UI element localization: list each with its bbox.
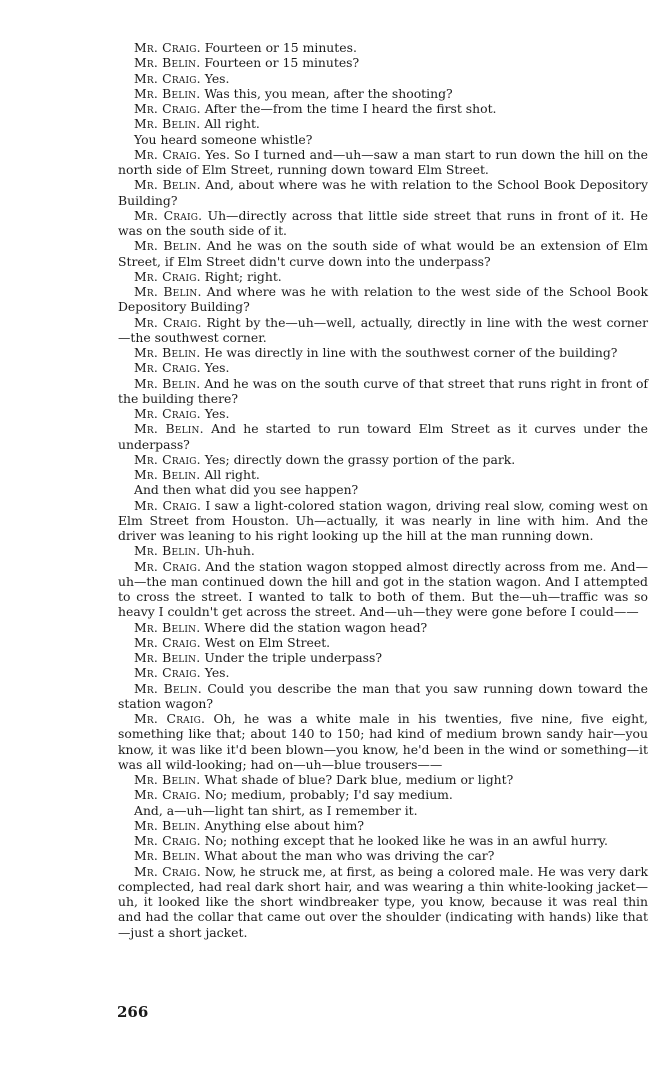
transcript-paragraph xyxy=(118,833,648,848)
paragraph-text: Yes. So I turned and—uh—saw a man start to run down the hill on the north side of Elm Street, running down toward Elm Street. xyxy=(118,146,648,177)
speaker-label: Mr. Belin. xyxy=(134,543,201,559)
transcript-paragraph xyxy=(118,452,648,467)
transcript-paragraph xyxy=(118,482,648,497)
speaker-label: Mr. Craig. xyxy=(134,360,201,376)
transcript-paragraph xyxy=(118,269,648,284)
paragraph-text: I saw a light-colored station wagon, driving real slow, coming west on Elm Street from Houston. Uh—actually, it was nearly in line with him. And the driver was leaning to his right looking up the hill at the man running down. xyxy=(118,497,648,543)
speaker-label: Mr. Belin. xyxy=(134,284,202,299)
transcript-paragraph xyxy=(118,406,648,421)
paragraph-text: Yes. xyxy=(204,360,230,376)
transcript-paragraph xyxy=(118,147,648,178)
paragraph-text: What shade of blue? Dark blue, medium or light? xyxy=(204,772,514,787)
speaker-label: Mr. Craig. xyxy=(134,497,202,513)
paragraph-text: Fourteen or 15 minutes? xyxy=(204,55,360,71)
paragraph-text: Yes. xyxy=(204,665,230,681)
paragraph-text: And he started to run toward Elm Street as it curves under the underpass? xyxy=(118,421,648,452)
paragraph-text: No; medium, probably; I'd say medium. xyxy=(204,787,453,803)
transcript-paragraph xyxy=(118,360,648,375)
transcript-paragraph xyxy=(118,559,648,620)
transcript-paragraph xyxy=(118,208,648,239)
paragraph-text: And, about where was he with relation to the School Book Depository Building? xyxy=(118,177,648,208)
paragraph-text: West on Elm Street. xyxy=(204,634,331,650)
paragraph-text: No; nothing except that he looked like he was in an awful hurry. xyxy=(204,833,608,848)
paragraph-text: And he was on the south side of what would be an extension of Elm Street, if Elm Street didn't curve down into the underpass? xyxy=(118,238,648,269)
transcript-paragraph xyxy=(118,177,648,208)
speaker-label: Mr. Craig. xyxy=(134,146,202,162)
paragraph-text: Right; right. xyxy=(204,268,282,284)
transcript-paragraph xyxy=(118,315,648,346)
speaker-label: Mr. Belin. xyxy=(134,177,201,193)
speaker-label: Mr. Belin. xyxy=(134,345,201,360)
speaker-label: Mr. Craig. xyxy=(134,40,201,55)
transcript-paragraph xyxy=(118,787,648,802)
paragraph-text: What about the man who was driving the car? xyxy=(204,848,495,864)
paragraph-text: Right by the—uh—well, actually, directly in line with the west corner—the southwest corner. xyxy=(118,314,648,345)
paragraph-text: Anything else about him? xyxy=(204,817,364,833)
speaker-label: Mr. Belin. xyxy=(134,772,201,787)
speaker-label: Mr. Belin. xyxy=(134,848,201,864)
speaker-label: Mr. Belin. xyxy=(134,375,201,391)
paragraph-text: All right. xyxy=(204,467,260,482)
transcript-paragraph xyxy=(118,665,648,680)
transcript-paragraph xyxy=(118,864,648,940)
transcript-paragraph xyxy=(118,848,648,863)
paragraph-text: All right. xyxy=(204,116,260,132)
transcript-paragraph xyxy=(118,376,648,407)
paragraph-text: He was directly in line with the southwest corner of the building? xyxy=(204,345,618,360)
transcript-paragraph xyxy=(118,681,648,712)
paragraph-text: Uh-huh. xyxy=(204,543,255,559)
paragraph-text: Now, he struck me, at first, as being a colored male. He was very dark complected, had real dark short hair, and was wearing a thin white-looking jacket—uh, it looked like the short windbreaker type, you know, because it was real thin and had the collar that came out over the shoulder (indicating with hands) like that—just a short jacket. xyxy=(118,863,648,940)
speaker-label: Mr. Belin. xyxy=(134,421,204,437)
transcript-paragraph xyxy=(118,635,648,650)
transcript-paragraph xyxy=(118,40,648,55)
speaker-label: Mr. Craig. xyxy=(134,711,206,726)
transcript-paragraph xyxy=(118,467,648,482)
speaker-label: Mr. Belin. xyxy=(134,116,201,132)
paragraph-text: And, a—uh—light tan shirt, as I remember it. xyxy=(134,802,418,818)
paragraph-text: And then what did you see happen? xyxy=(134,482,359,498)
speaker-label: Mr. Craig. xyxy=(134,451,201,467)
paragraph-text: Yes. xyxy=(204,406,230,421)
transcript-page xyxy=(118,40,648,940)
transcript-paragraph xyxy=(118,650,648,665)
speaker-label: Mr. Belin. xyxy=(134,238,202,254)
paragraph-text: Could you describe the man that you saw running down toward the station wagon? xyxy=(118,680,648,711)
speaker-label: Mr. Craig. xyxy=(134,665,201,681)
transcript-paragraph xyxy=(118,772,648,787)
transcript-paragraph xyxy=(118,711,648,772)
speaker-label: Mr. Craig. xyxy=(134,101,201,116)
transcript-paragraph xyxy=(118,55,648,70)
paragraph-text: And the station wagon stopped almost directly across from me. And—uh—the man continued down the hill and got in the station wagon. And I attempted to cross the street. I wanted to talk to both of them. But the—uh—traffic was so heavy I couldn't get across the street. And—uh—they were gone before I could—— xyxy=(118,558,649,620)
transcript-paragraph xyxy=(118,284,648,315)
paragraph-text: Yes; directly down the grassy portion of the park. xyxy=(204,451,516,467)
speaker-label: Mr. Belin. xyxy=(134,817,201,833)
paragraph-text: Oh, he was a white male in his twenties, five nine, five eight, something like that; about 140 to 150; had kind of medium brown sandy hair—you know, it was like it'd been blown—you know, he'd been in the wind or something—it was all wild-looking; had on—uh—blue trousers—— xyxy=(118,711,648,772)
speaker-label: Mr. Belin. xyxy=(134,467,201,482)
paragraph-text: Yes. xyxy=(204,70,230,86)
paragraph-text: And he was on the south curve of that street that runs right in front of the building there? xyxy=(118,375,648,406)
paragraph-text: Uh—directly across that little side street that runs in front of it. He was on the south side of it. xyxy=(118,207,648,238)
speaker-label: Mr. Craig. xyxy=(134,314,202,330)
paragraph-text: Where did the station wagon head? xyxy=(204,619,428,635)
transcript-paragraph xyxy=(118,498,648,544)
transcript-paragraph xyxy=(118,543,648,558)
transcript-paragraph xyxy=(118,803,648,818)
paragraph-text: Fourteen or 15 minutes. xyxy=(204,40,357,55)
speaker-label: Mr. Craig. xyxy=(134,558,202,574)
transcript-paragraph xyxy=(118,101,648,116)
transcript-paragraph xyxy=(118,238,648,269)
speaker-label: Mr. Craig. xyxy=(134,70,201,86)
transcript-paragraph xyxy=(118,116,648,131)
speaker-label: Mr. Belin. xyxy=(134,85,201,101)
speaker-label: Mr. Belin. xyxy=(134,680,202,696)
speaker-label: Mr. Craig. xyxy=(134,634,201,650)
speaker-label: Mr. Belin. xyxy=(134,650,201,665)
speaker-label: Mr. Craig. xyxy=(134,207,203,223)
transcript-paragraph xyxy=(118,345,648,360)
speaker-label: Mr. Craig. xyxy=(134,833,201,848)
speaker-label: Mr. Belin. xyxy=(134,619,201,635)
speaker-label: Mr. Craig. xyxy=(134,787,201,803)
transcript-paragraph xyxy=(118,71,648,86)
transcript-paragraph xyxy=(118,421,648,452)
transcript-paragraph xyxy=(118,132,648,147)
speaker-label: Mr. Craig. xyxy=(134,268,201,284)
paragraph-text: You heard someone whistle? xyxy=(134,131,313,147)
transcript-paragraph xyxy=(118,620,648,635)
transcript-paragraph xyxy=(118,86,648,101)
speaker-label: Mr. Belin. xyxy=(134,55,201,71)
speaker-label: Mr. Craig. xyxy=(134,863,201,879)
paragraph-text: And where was he with relation to the west side of the School Book Depository Building? xyxy=(118,284,648,315)
paragraph-text: Was this, you mean, after the shooting? xyxy=(204,85,453,101)
transcript-paragraph xyxy=(118,818,648,833)
paragraph-text: Under the triple underpass? xyxy=(204,650,382,665)
speaker-label: Mr. Craig. xyxy=(134,406,201,421)
page-number: 266 xyxy=(117,1003,149,1021)
paragraph-text: After the—from the time I heard the first shot. xyxy=(204,101,497,116)
